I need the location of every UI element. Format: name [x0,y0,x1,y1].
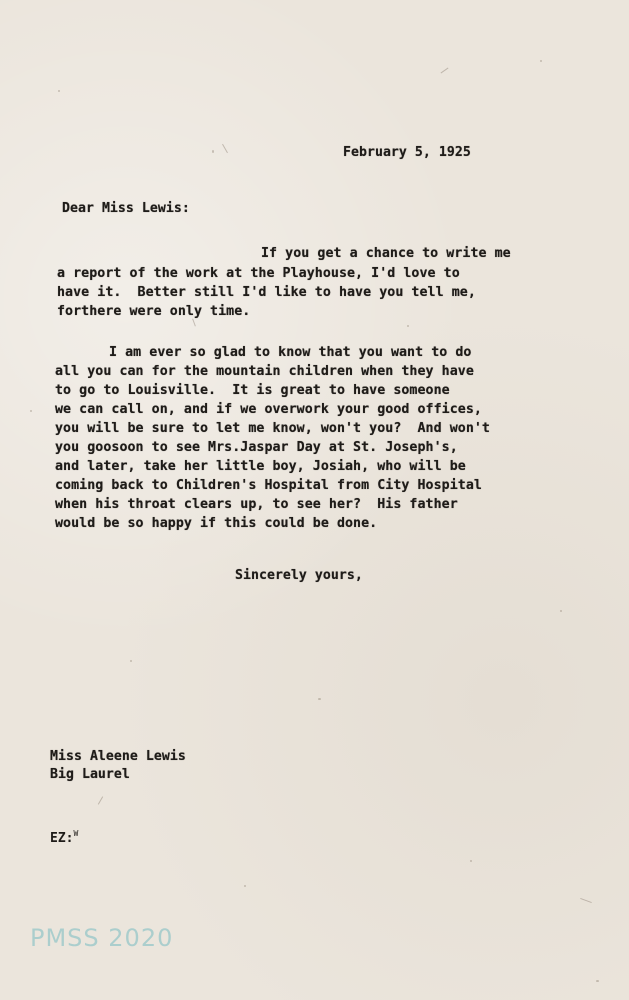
closing: Sincerely yours, [235,568,363,583]
paragraph-2-line: would be so happy if this could be done. [55,516,378,531]
typist-initials [50,829,78,846]
paragraph-2-line: we can call on, and if we overwork your good offices, [55,402,482,417]
paragraph-2-line: you goosoon to see Mrs.Jaspar Day at St. Joseph's, [55,440,458,455]
paragraph-2-line: coming back to Children's Hospital from City Hospital [55,478,482,493]
paper-speck [30,410,32,412]
paragraph-1-line: If you get a chance to write me [261,246,511,261]
paper-fiber [98,796,103,804]
paper-speck [470,860,472,862]
paragraph-1-line: a report of the work at the Playhouse, I'd love to [57,266,460,281]
paper-speck [560,610,562,612]
paper-fiber [192,319,196,327]
salutation: Dear Miss Lewis: [62,201,190,216]
paper-fiber [441,68,449,74]
letter-date: February 5, 1925 [343,145,471,160]
paper-speck [212,150,214,153]
paper-speck [318,698,321,700]
recipient-place: Big Laurel [50,767,130,782]
paper-fiber [222,144,228,153]
watermark: PMSS 2020 [30,924,174,952]
paper-speck [596,980,599,982]
paper-speck [130,660,132,662]
recipient-name: Miss Aleene Lewis [50,749,186,764]
paragraph-2-line: I am ever so glad to know that you want to do [109,345,472,360]
paragraph-2-line: you will be sure to let me know, won't you? And won't [55,421,490,436]
paper-speck [407,325,409,327]
initials-text: EZ: [50,831,74,846]
paragraph-2-line: all you can for the mountain children when they have [55,364,474,379]
paper-speck [58,90,60,92]
initials-superscript: W [73,829,79,838]
paper-speck [244,885,246,887]
paragraph-2-line: and later, take her little boy, Josiah, who will be [55,459,466,474]
paragraph-2-line: to go to Louisville. It is great to have someone [55,383,450,398]
paragraph-2-line: when his throat clears up, to see her? His father [55,497,458,512]
paragraph-1-line: forthere were only time. [57,304,251,319]
paper-speck [540,60,542,62]
paper-fiber [580,898,592,903]
paragraph-1-line: have it. Better still I'd like to have you tell me, [57,285,476,300]
